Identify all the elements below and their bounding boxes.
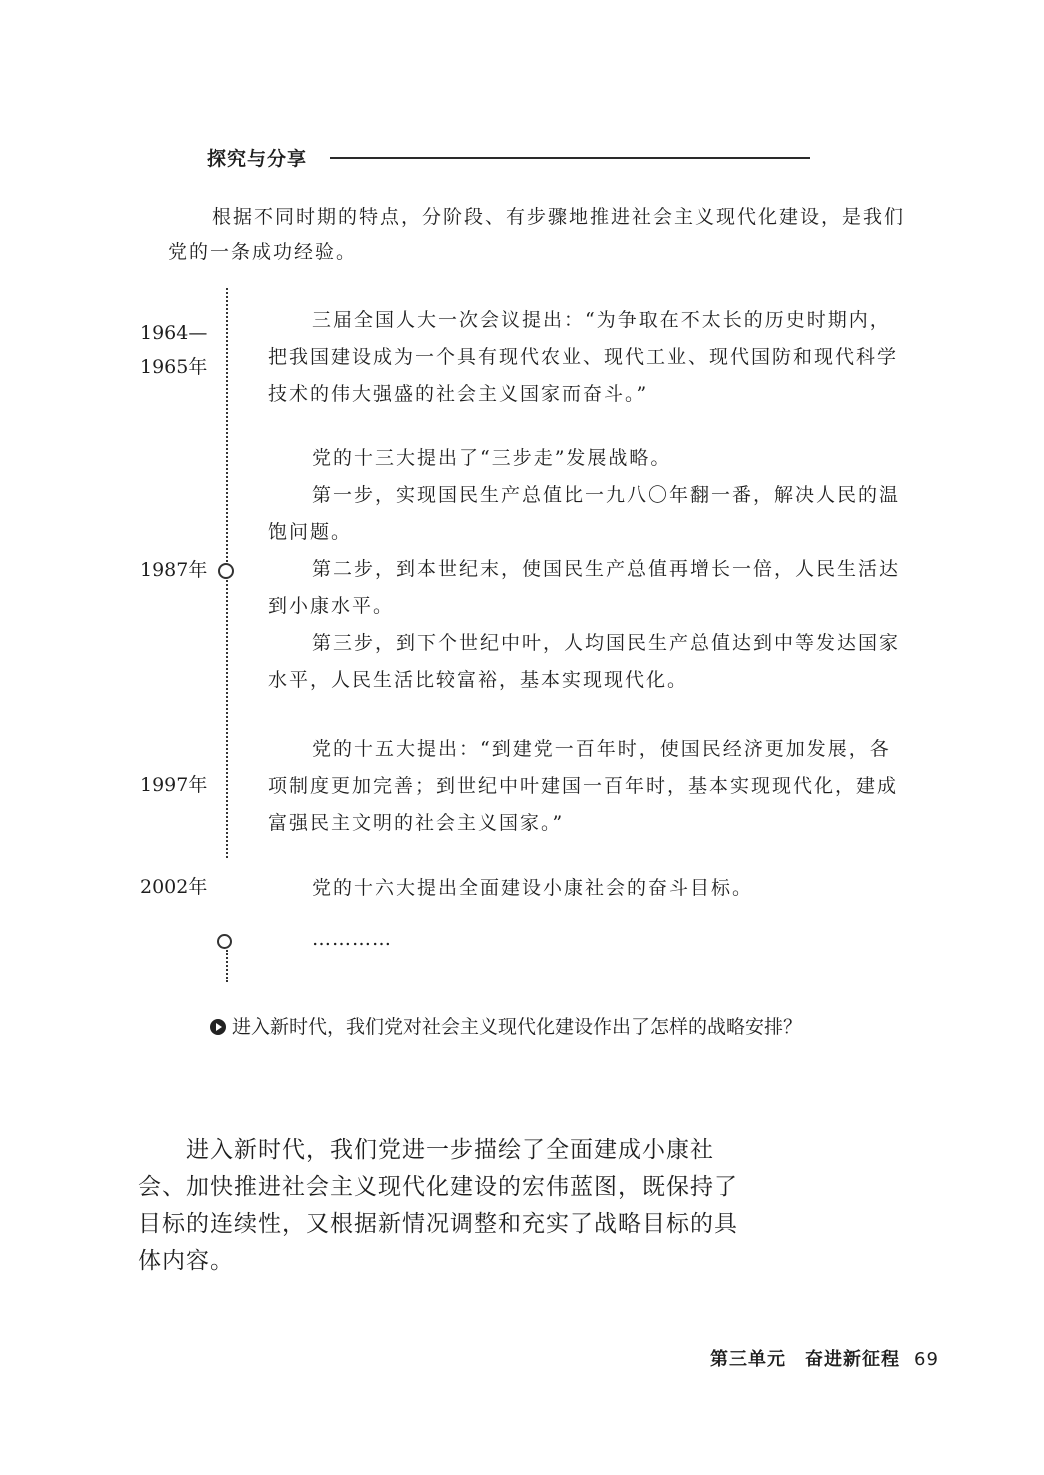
entry-step-1: 第一步，实现国民生产总值比一九八〇年翻一番，解决人民的温饱问题。 [268, 484, 901, 543]
intro-paragraph [168, 200, 908, 270]
entry-text: 党的十五大提出：“到建党一百年时，使国民经济更加发展，各项制度更加完善；到世纪中叶建国一百年时，基本实现现代化，建成富强民主文明的社会主义国家。” [268, 738, 899, 834]
footer-unit-title: 第三单元 奋进新征程 [710, 1349, 900, 1370]
page-number: 69 [914, 1349, 939, 1370]
section-title-rule [330, 157, 810, 159]
timeline-entry-2002 [268, 870, 904, 907]
timeline-entry-1987 [268, 440, 904, 699]
question-text: 进入新时代，我们党对社会主义现代化建设作出了怎样的战略安排？ [232, 1016, 803, 1038]
timeline-entry-1997 [268, 731, 904, 842]
timeline-line-upper [226, 288, 228, 570]
timeline-year-1997: 1997年 [140, 774, 208, 796]
timeline-line-lower [226, 580, 228, 858]
play-circle-icon [210, 1019, 226, 1035]
timeline-line-tail [226, 950, 228, 982]
entry-text: 党的十三大提出了“三步走”发展战略。 [312, 447, 672, 469]
page-footer [710, 1345, 939, 1371]
timeline-year-1987: 1987年 [140, 559, 208, 581]
timeline-node-1987 [218, 563, 234, 579]
entry-step-3: 第三步，到下个世纪中叶，人均国民生产总值达到中等发达国家水平，人民生活比较富裕，基本实现现代化。 [268, 632, 901, 691]
section-title: 探究与分享 [207, 148, 308, 170]
timeline-node-end [217, 934, 232, 949]
timeline-year-2002: 2002年 [140, 876, 208, 898]
entry-text: 党的十六大提出全面建设小康社会的奋斗目标。 [312, 877, 754, 899]
timeline-entry-1964 [268, 302, 904, 413]
question-prompt [210, 1012, 802, 1042]
intro-text: 根据不同时期的特点，分阶段、有步骤地推进社会主义现代化建设，是我们党的一条成功经验。 [168, 206, 906, 263]
timeline-year-1964: 1964— 1965年 [140, 322, 208, 378]
body-paragraph [138, 1132, 738, 1280]
entry-text: 三届全国人大一次会议提出：“为争取在不太长的历史时期内，把我国建设成为一个具有现代农业、现代工业、现代国防和现代科学技术的伟大强盛的社会主义国家而奋斗。” [268, 309, 899, 405]
timeline-ellipsis: ………… [312, 928, 392, 950]
body-text: 进入新时代，我们党进一步描绘了全面建成小康社会、加快推进社会主义现代化建设的宏伟蓝图，既保持了目标的连续性，又根据新情况调整和充实了战略目标的具体内容。 [138, 1137, 738, 1274]
entry-step-2: 第二步，到本世纪末，使国民生产总值再增长一倍，人民生活达到小康水平。 [268, 558, 901, 617]
